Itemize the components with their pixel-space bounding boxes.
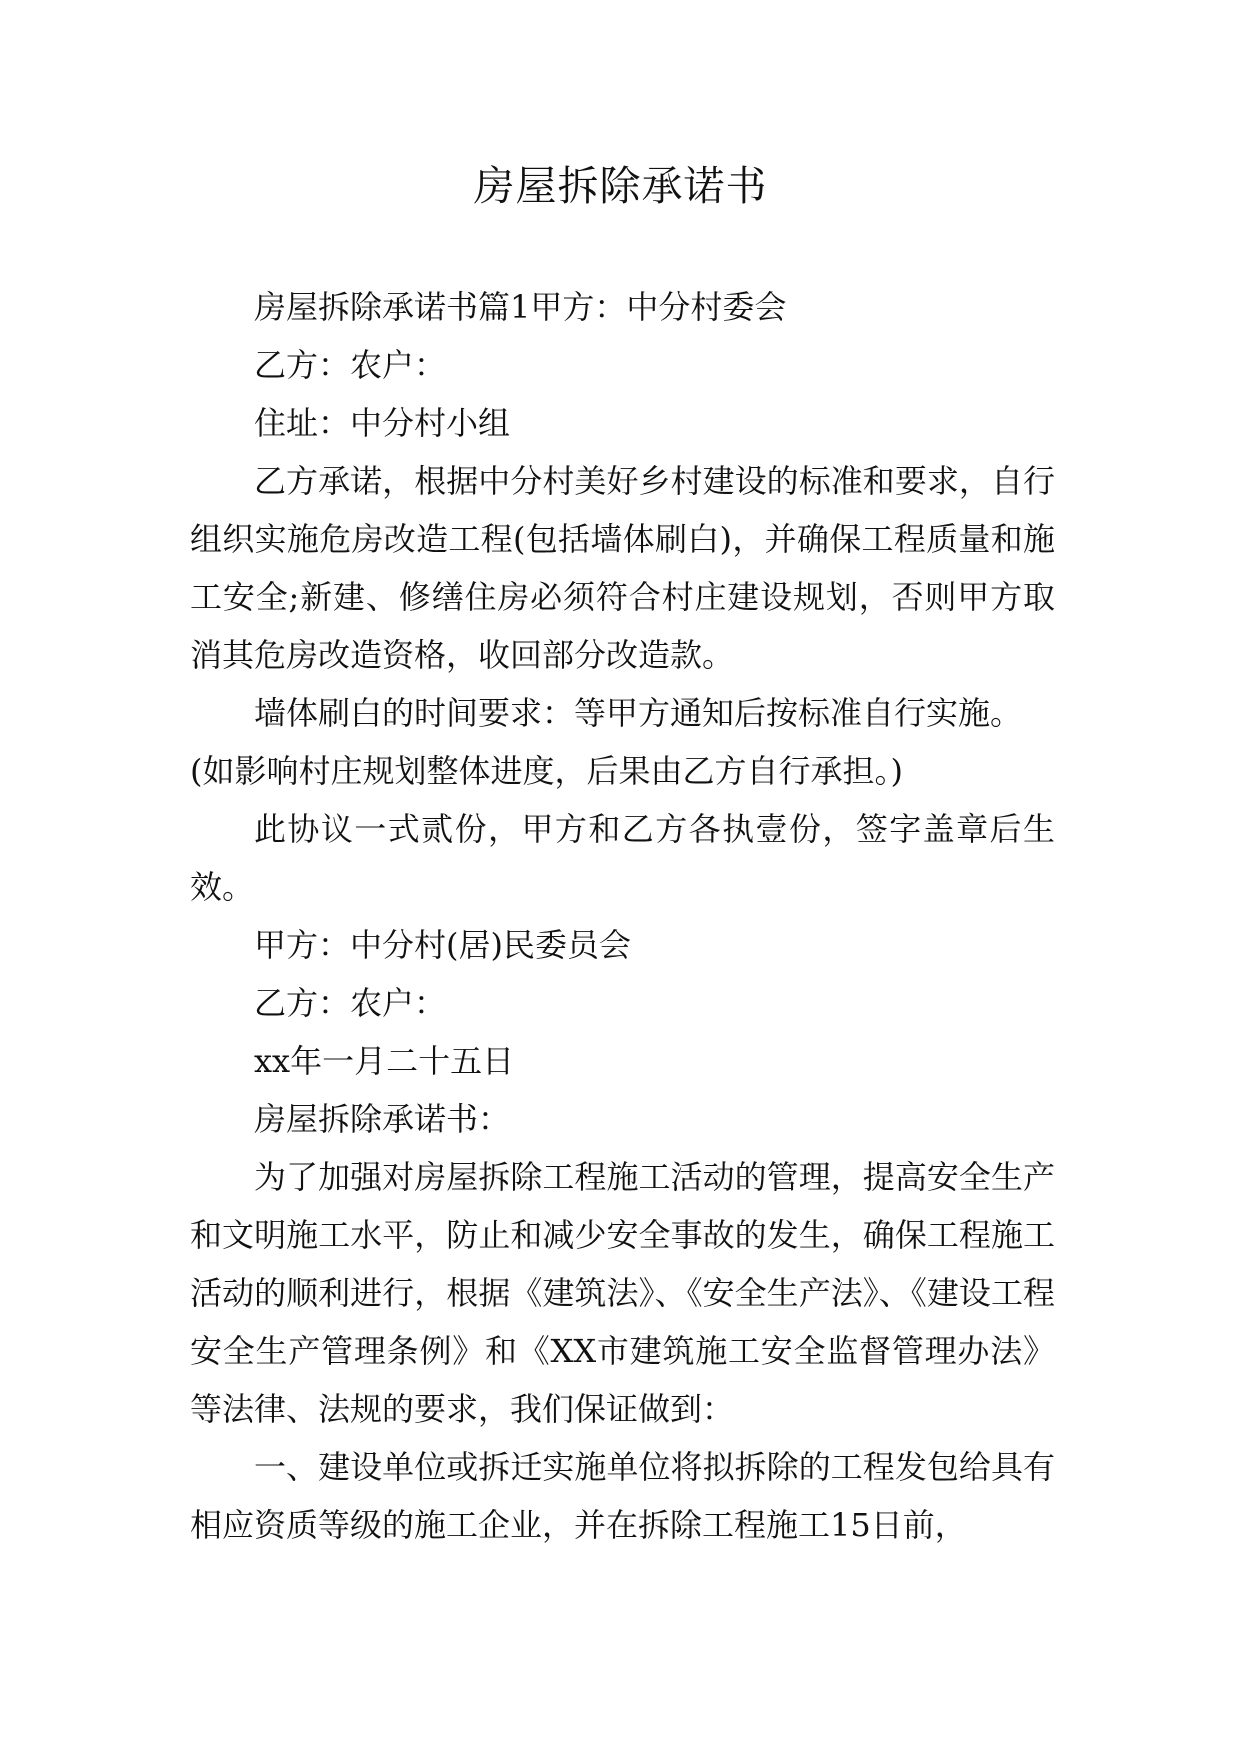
paragraph-date: xx年一月二十五日 [254,1042,515,1080]
paragraph-signature-party-b: 乙方：农户： [254,984,447,1022]
document-body [190,278,1055,1554]
paragraph-second-title: 房屋拆除承诺书： [254,1100,511,1138]
paragraph-agreement-copies: 此协议一式贰份，甲方和乙方各执壹份，签字盖章后生效。 [190,810,1055,906]
paragraph-time-requirement: 墙体刷白的时间要求：等甲方通知后按标准自行实施。 [254,694,1023,732]
paragraph-consequence-note: (如影响村庄规划整体进度，后果由乙方自行承担。) [190,752,903,790]
paragraph-signature-party-a: 甲方：中分村(居)民委员会 [254,926,631,964]
paragraph-party-b: 乙方：农户： [254,346,447,384]
paragraph-item-one: 一、建设单位或拆迁实施单位将拟拆除的工程发包给具有相应资质等级的施工企业，并在拆除工程施工15日前， [190,1448,1055,1544]
document-title: 房屋拆除承诺书 [473,162,768,210]
paragraph-commitment: 乙方承诺，根据中分村美好乡村建设的标准和要求，自行组织实施危房改造工程(包括墙体刷白)，并确保工程质量和施工安全;新建、修缮住房必须符合村庄建设规划，否则甲方取消其危房改造资格，收回部分改造款。 [190,462,1055,674]
paragraph-address: 住址：中分村小组 [254,404,511,442]
paragraph-purpose: 为了加强对房屋拆除工程施工活动的管理，提高安全生产和文明施工水平，防止和减少安全事故的发生，确保工程施工活动的顺利进行，根据《建筑法》、《安全生产法》、《建设工程安全生产管理条例》和《XX市建筑施工安全监督管理办法》等法律、法规的要求，我们保证做到： [190,1158,1055,1428]
paragraph-party-a: 房屋拆除承诺书篇1甲方：中分村委会 [254,288,787,326]
